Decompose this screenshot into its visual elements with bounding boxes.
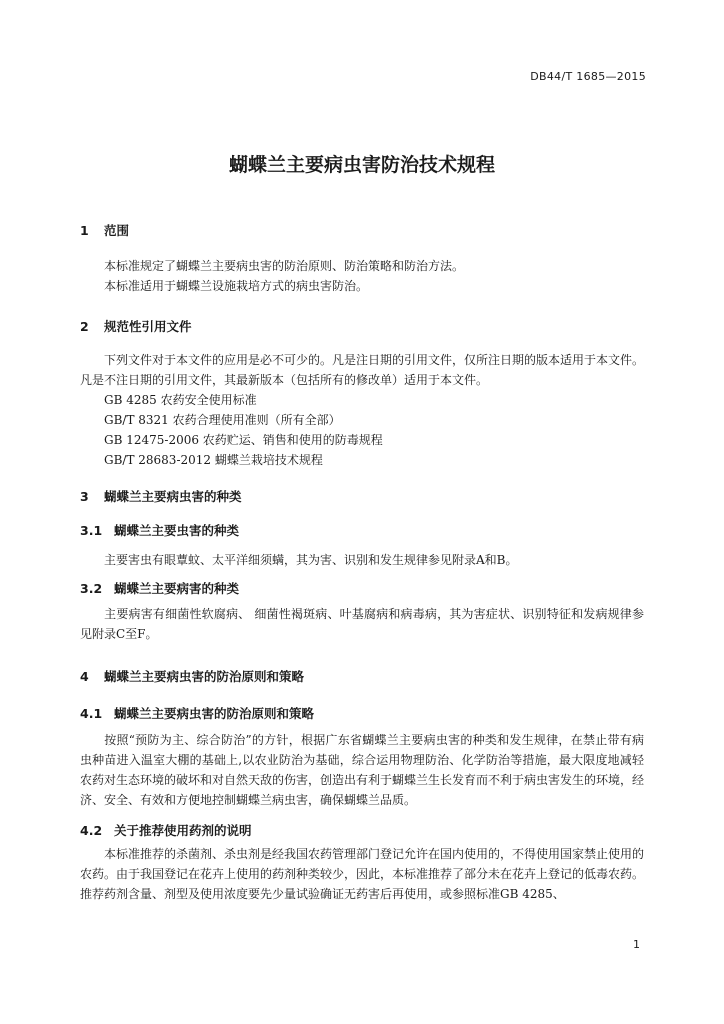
paragraph <box>80 276 644 296</box>
section-heading-3 <box>80 487 242 505</box>
paragraph-text: 本标准适用于蝴蝶兰设施栽培方式的病虫害防治。 <box>104 279 369 293</box>
section-number: 3.1 <box>80 523 103 538</box>
paragraph <box>80 604 644 644</box>
section-number: 4.1 <box>80 706 103 721</box>
section-number: 3.2 <box>80 581 103 596</box>
page-number: 1 <box>633 938 640 951</box>
paragraph-text: 本标准规定了蝴蝶兰主要病虫害的防治原则、防治策略和防治方法。 <box>104 259 465 273</box>
paragraph <box>80 550 644 570</box>
section-number: 3 <box>80 489 89 504</box>
paragraph-text: 按照“预防为主、综合防治”的方针，根据广东省蝴蝶兰主要病虫害的种类和发生规律，在禁止带有病虫种苗进入温室大棚的基础上,以农业防治为基础，综合运用物理防治、化学防治等措施，最大限度地减轻农药对生态环境的破坏和对自然天敌的伤害，创造出有利于蝴蝶兰生长发育而不利于病虫害发生的环境，经济、安全、有效和方便地控制蝴蝶兰病虫害，确保蝴蝶兰品质。 <box>80 733 645 807</box>
section-number: 4.2 <box>80 823 103 838</box>
paragraph-text: 本标准推荐的杀菌剂、杀虫剂是经我国农药管理部门登记允许在国内使用的，不得使用国家禁止使用的农药。由于我国登记在花卉上使用的药剂种类较少，因此，本标准推荐了部分未在花卉上登记的低毒农药。推荐药剂含量、剂型及使用浓度要先少量试验确证无药害后再使用，或参照标准GB 4285、 <box>80 847 645 901</box>
section-heading-4-2 <box>80 821 252 839</box>
section-heading-4 <box>80 667 304 685</box>
section-number: 2 <box>80 319 89 334</box>
reference-item: GB 4285 农药安全使用标准 <box>104 393 257 407</box>
section-title: 蝴蝶兰主要病虫害的防治原则和策略 <box>114 706 315 721</box>
paragraph <box>80 256 644 276</box>
document-title: 蝴蝶兰主要病虫害防治技术规程 <box>228 154 495 176</box>
section-number: 4 <box>80 669 89 684</box>
section-title: 蝴蝶兰主要虫害的种类 <box>114 523 240 538</box>
section-title: 规范性引用文件 <box>104 319 192 334</box>
section-number: 1 <box>80 223 89 238</box>
section-heading-3-2 <box>80 579 239 597</box>
section-heading-1 <box>80 221 129 239</box>
paragraph-text: 下列文件对于本文件的应用是必不可少的。凡是注日期的引用文件，仅所注日期的版本适用于本文件。凡是不注日期的引用文件，其最新版本（包括所有的修改单）适用于本文件。 <box>80 353 645 387</box>
standard-code: DB44/T 1685—2015 <box>530 70 646 83</box>
section-heading-2 <box>80 317 192 335</box>
paragraph-text: 主要害虫有眼蕈蚊、太平洋细须螨，其为害、识别和发生规律参见附录A和B。 <box>104 553 518 567</box>
reference-item: GB/T 8321 农药合理使用准则（所有全部） <box>104 413 341 427</box>
section-title: 范围 <box>104 223 130 238</box>
reference-list <box>104 390 644 470</box>
reference-item: GB/T 28683-2012 蝴蝶兰栽培技术规程 <box>104 453 323 467</box>
reference-item: GB 12475-2006 农药贮运、销售和使用的防毒规程 <box>104 433 383 447</box>
paragraph <box>80 730 644 810</box>
section-title: 蝴蝶兰主要病虫害的防治原则和策略 <box>104 669 305 684</box>
paragraph <box>80 844 644 904</box>
paragraph-text: 主要病害有细菌性软腐病、 细菌性褐斑病、叶基腐病和病毒病，其为害症状、识别特征和发病规律参见附录C至F。 <box>80 607 644 641</box>
paragraph <box>80 350 644 390</box>
section-title: 蝴蝶兰主要病虫害的种类 <box>104 489 242 504</box>
section-heading-3-1 <box>80 521 239 539</box>
section-title: 蝴蝶兰主要病害的种类 <box>114 581 240 596</box>
section-title: 关于推荐使用药剂的说明 <box>114 823 252 838</box>
section-heading-4-1 <box>80 704 314 722</box>
